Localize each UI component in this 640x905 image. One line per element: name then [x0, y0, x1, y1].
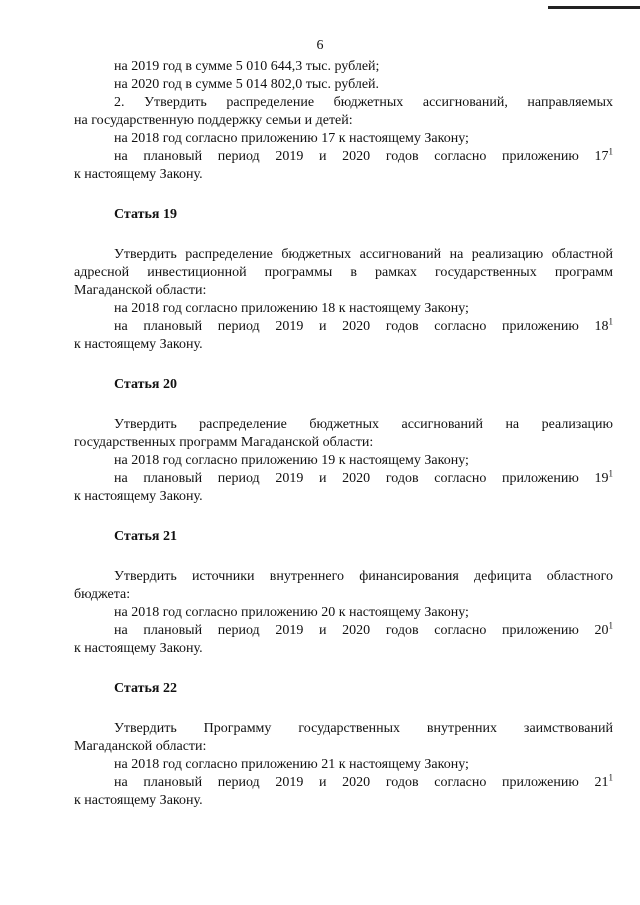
paragraph-line: к настоящему Закону.: [74, 793, 203, 808]
superscript: 1: [608, 468, 613, 479]
paragraph-line: бюджета:: [74, 587, 131, 602]
superscript: 1: [608, 772, 613, 783]
paragraph-line: 2. Утвердить распределение бюджетных ассигнований, направляемых: [114, 95, 613, 110]
paragraph-line: [74, 318, 613, 336]
paragraph-line: Утвердить распределение бюджетных ассигнований на реализацию: [114, 417, 613, 432]
paragraph-line: Утвердить распределение бюджетных ассигнований на реализацию областной: [114, 247, 613, 262]
paragraph-line: к настоящему Закону.: [74, 167, 203, 182]
paragraph-line: [74, 774, 613, 792]
paragraph-line: на 2018 год согласно приложению 19 к настоящему Закону;: [114, 453, 469, 468]
article-heading: Статья 22: [114, 681, 177, 696]
page-number: 6: [316, 38, 324, 53]
article-heading: Статья 21: [114, 529, 177, 544]
paragraph-line: [74, 148, 613, 166]
paragraph-line: адресной инвестиционной программы в рамках государственных программ: [74, 265, 613, 280]
paragraph-line: на 2020 год в сумме 5 014 802,0 тыс. рублей.: [114, 77, 380, 92]
paragraph-line: Магаданской области:: [74, 739, 207, 754]
paragraph-line: к настоящему Закону.: [74, 337, 203, 352]
plan-text: на плановый период 2019 и 2020 годов согласно приложению 18: [114, 319, 609, 334]
paragraph-line: на государственную поддержку семьи и детей:: [74, 113, 353, 128]
plan-text: на плановый период 2019 и 2020 годов согласно приложению 17: [114, 149, 609, 164]
plan-text: на плановый период 2019 и 2020 годов согласно приложению 20: [114, 623, 609, 638]
paragraph-line: на 2019 год в сумме 5 010 644,3 тыс. рублей;: [114, 59, 380, 74]
paragraph-line: государственных программ Магаданской области:: [74, 435, 374, 450]
superscript: 1: [608, 316, 613, 327]
plan-text: на плановый период 2019 и 2020 годов согласно приложению 21: [114, 775, 609, 790]
paragraph-line: Магаданской области:: [74, 283, 207, 298]
paragraph-line: на 2018 год согласно приложению 18 к настоящему Закону;: [114, 301, 469, 316]
superscript: 1: [608, 146, 613, 157]
superscript: 1: [608, 620, 613, 631]
paragraph-line: Утвердить источники внутреннего финансирования дефицита областного: [114, 569, 613, 584]
paragraph-line: [74, 622, 613, 640]
paragraph-line: [74, 470, 613, 488]
paragraph-line: к настоящему Закону.: [74, 489, 203, 504]
paragraph-line: Утвердить Программу государственных внутренних заимствований: [114, 721, 613, 736]
scan-edge-mark: [548, 6, 640, 9]
paragraph-line: на 2018 год согласно приложению 20 к настоящему Закону;: [114, 605, 469, 620]
article-heading: Статья 19: [114, 207, 177, 222]
paragraph-line: на 2018 год согласно приложению 17 к настоящему Закону;: [114, 131, 469, 146]
plan-text: на плановый период 2019 и 2020 годов согласно приложению 19: [114, 471, 609, 486]
article-heading: Статья 20: [114, 377, 177, 392]
paragraph-line: на 2018 год согласно приложению 21 к настоящему Закону;: [114, 757, 469, 772]
paragraph-line: к настоящему Закону.: [74, 641, 203, 656]
document-body: [74, 58, 613, 810]
